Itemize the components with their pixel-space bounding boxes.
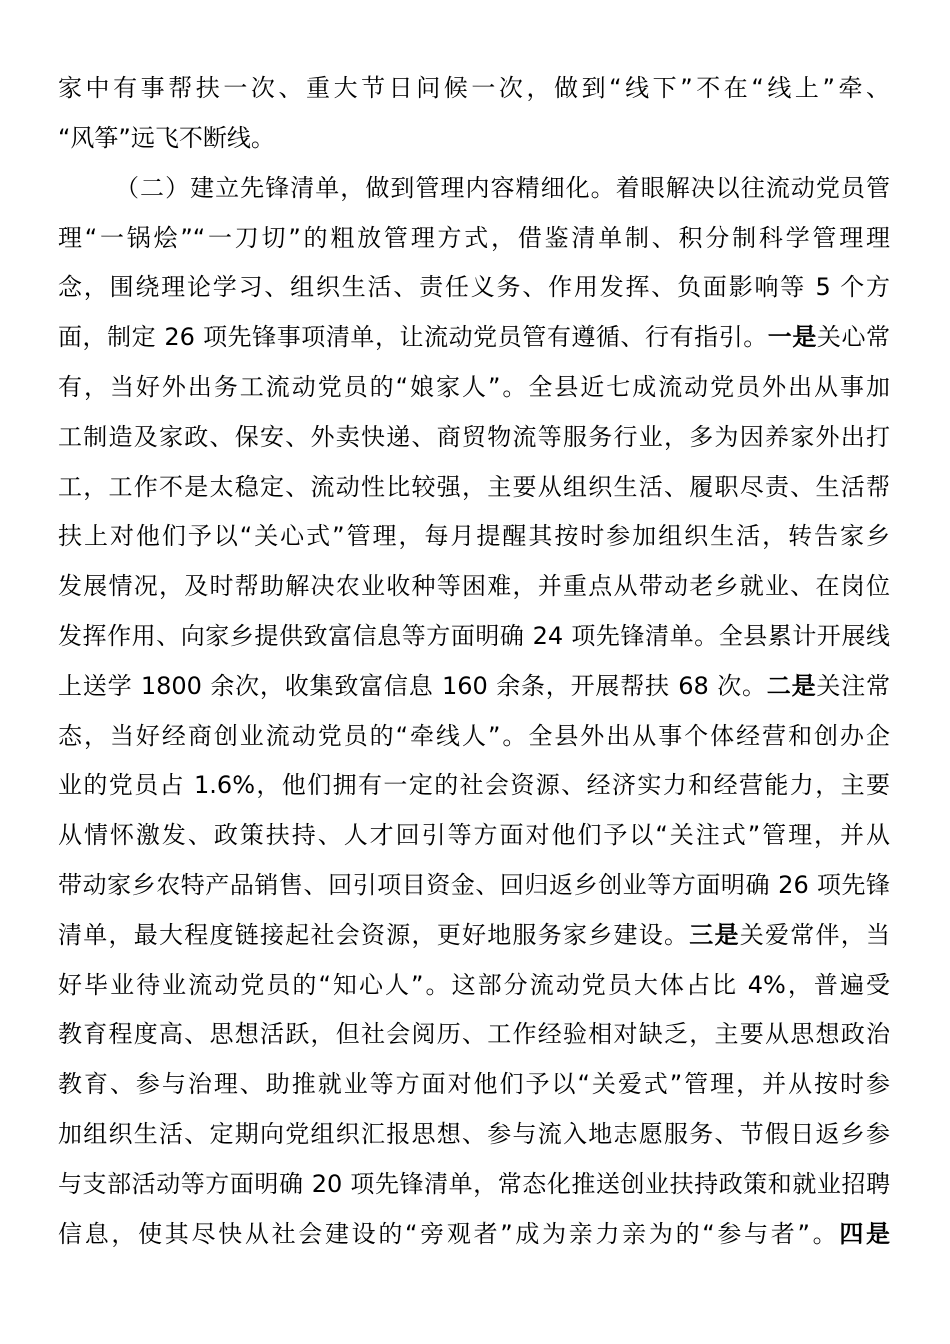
text-segment: （二）建立先锋清单，做到管理内容精细化。着眼解决以往流动党员管 [115,174,890,202]
text-line-21 [58,1064,890,1104]
text-line-12 [58,616,890,656]
text-segment: 带动家乡农特产品销售、回引项目资金、回归返乡创业等方面明确 26 项先锋 [58,871,890,899]
text-segment: 从情怀激发、政策扶持、人才回引等方面对他们予以“关注式”管理，并从 [58,821,890,849]
text-segment: 加组织生活、定期向党组织汇报思想、参与流入地志愿服务、节假日返乡参 [58,1120,890,1148]
text-segment: 发挥作用、向家乡提供致富信息等方面明确 24 项先锋清单。全县累计开展线 [58,622,890,650]
text-line-15 [58,765,890,805]
text-line-5 [58,267,890,307]
text-line-13 [58,666,890,706]
text-line-7 [58,367,890,407]
text-segment: 工，工作不是太稳定、流动性比较强，主要从组织生活、履职尽责、生活帮 [58,473,890,501]
text-line-14 [58,716,890,756]
text-line-22 [58,1114,890,1154]
text-segment: 态，当好经商创业流动党员的“牵线人”。全县外出从事个体经营和创办企 [58,722,890,750]
text-segment: 有，当好外出务工流动党员的“娘家人”。全县近七成流动党员外出从事加 [58,373,890,401]
text-segment: 关心常 [816,323,891,351]
text-segment-bold: 三是 [689,921,740,949]
text-line-20 [58,1014,890,1054]
text-line-3 [115,168,890,208]
text-segment: 上送学 1800 余次，收集致富信息 160 余条，开展帮扶 68 次。 [58,672,767,700]
text-line-18 [58,915,890,955]
text-segment: 教育程度高、思想活跃，但社会阅历、工作经验相对缺乏，主要从思想政治 [58,1020,890,1048]
text-line-17 [58,865,890,905]
text-line-2 [58,118,275,158]
text-segment: 念，围绕理论学习、组织生活、责任义务、作用发挥、负面影响等 5 个方 [58,273,890,301]
text-segment-bold: 四是 [839,1220,891,1248]
text-segment-bold: 二是 [766,672,817,700]
text-segment: 扶上对他们予以“关心式”管理，每月提醒其按时参加组织生活，转告家乡 [58,522,890,550]
text-line-1 [58,68,890,108]
text-segment: 教育、参与治理、助推就业等方面对他们予以“关爱式”管理，并从按时参 [58,1070,890,1098]
text-segment: 理“一锅烩”“一刀切”的粗放管理方式，借鉴清单制、积分制科学管理理 [58,224,890,252]
text-line-8 [58,417,890,457]
text-segment: 关注常 [816,672,891,700]
text-line-10 [58,516,890,556]
text-segment: 家中有事帮扶一次、重大节日问候一次，做到“线下”不在“线上”牵、 [58,74,890,102]
text-line-24 [58,1214,890,1254]
text-line-6 [58,317,890,357]
text-segment: 面，制定 26 项先锋事项清单，让流动党员管有遵循、行有指引。 [58,323,768,351]
text-line-16 [58,815,890,855]
text-segment-bold: 一是 [767,323,817,351]
text-line-4 [58,218,890,258]
text-segment: 信息，使其尽快从社会建设的“旁观者”成为亲力亲为的“参与者”。 [58,1220,840,1248]
text-segment: 好毕业待业流动党员的“知心人”。这部分流动党员大体占比 4%，普遍受 [58,971,890,999]
text-segment: 发展情况，及时帮助解决农业收种等困难，并重点从带动老乡就业、在岗位 [58,572,890,600]
text-segment: 清单，最大程度链接起社会资源，更好地服务家乡建设。 [58,921,690,949]
text-segment: “风筝”远飞不断线。 [58,124,275,152]
text-segment: 与支部活动等方面明确 20 项先锋清单，常态化推送创业扶持政策和就业招聘 [58,1170,890,1198]
text-segment: 关爱常伴，当 [739,921,890,949]
text-line-23 [58,1164,890,1204]
text-line-19 [58,965,890,1005]
text-segment: 工制造及家政、保安、外卖快递、商贸物流等服务行业，多为因养家外出打 [58,423,890,451]
text-line-11 [58,566,890,606]
text-line-9 [58,467,890,507]
text-segment: 业的党员占 1.6%，他们拥有一定的社会资源、经济实力和经营能力，主要 [58,771,890,799]
